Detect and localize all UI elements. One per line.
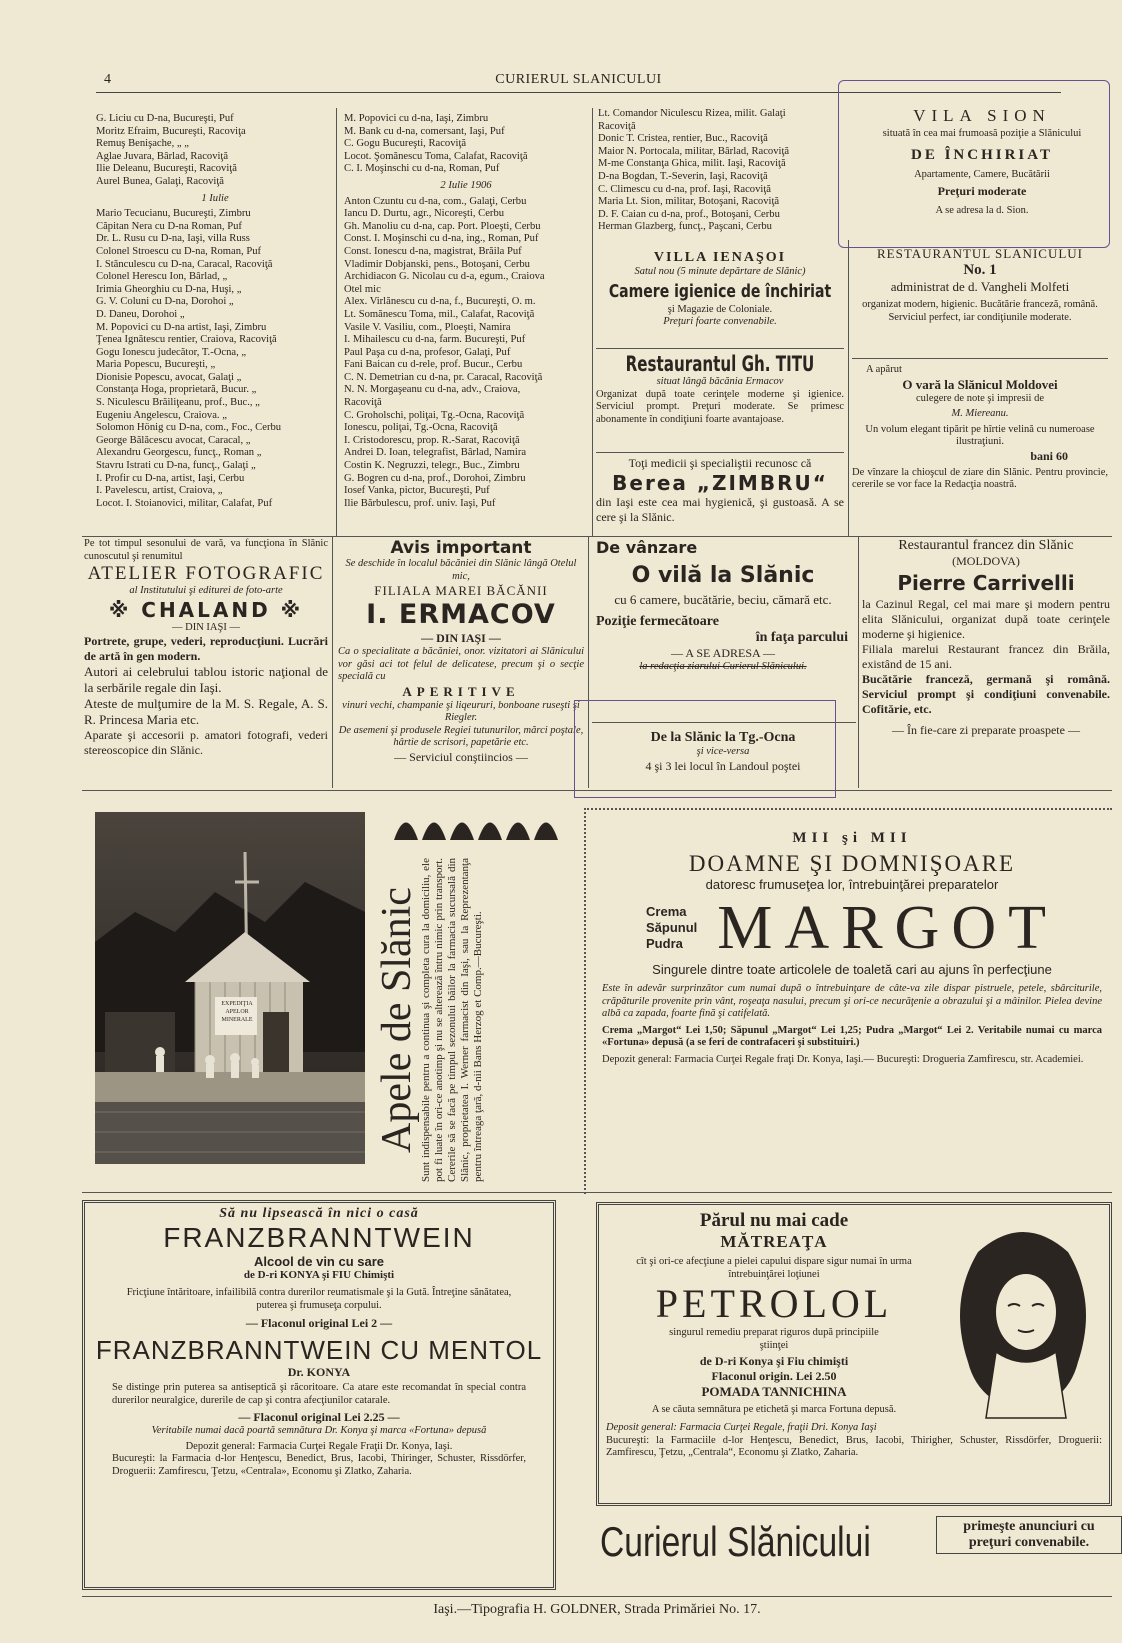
visitor-entry: I. Cristodorescu, prop. R.-Sarat, Racoviţă: [344, 434, 520, 446]
visitor-entry: Colonel Herescu Ion, Bârlad, „: [96, 271, 228, 283]
ad-headline: O vară la Slănicul Moldovei: [902, 376, 1058, 392]
section-divider: [82, 536, 1112, 537]
visitor-entry: Moritz Efraim, Bucureşti, Racoviţa: [96, 125, 246, 137]
ad-text: Ateste de mulţumire de la M. S. Regale, A. S. R. Princesa Maria etc.: [84, 696, 328, 727]
ad-text: Se distinge prin puterea sa antiseptică şi răcoritoare. Ca atare este recomandat în special contra durerilor neuralgice, durerile de cap şi contra afecţiunilor catarale.: [112, 1382, 526, 1406]
ad-text: vinuri vechi, champanie şi liqeururi, bonboane ruseşti şi Riegler.: [342, 699, 580, 723]
visitor-entry: G. Bogren cu d-na, prof., Dorohoi, Zimbru: [344, 472, 526, 484]
visitor-entry: C. Climescu cu d-na, prof. Iaşi, Racoviţă: [598, 183, 771, 195]
visitor-list: [96, 208, 334, 510]
photo-expeditia: [95, 812, 365, 1164]
visitor-entry: Maria Lt. Sion, militar, Botoşani, Racoviţă: [598, 196, 780, 208]
visitor-entry: Lt. Somănescu Toma, mil., Calafat, Racoviţă: [344, 308, 535, 320]
visitor-entry: Otel mic: [344, 283, 381, 295]
ad-restaurant-slanicului: [852, 246, 1108, 356]
visitor-entry: Mario Tecucianu, Bucureşti, Zimbru: [96, 208, 251, 220]
ad-title: Restaurantul francez din Slănic: [898, 538, 1074, 553]
ad-price: bani 60: [1030, 448, 1068, 463]
visitor-entry: Locot. I. Stoianovici, militar, Calafat, Puf: [96, 497, 273, 509]
visitor-entry: Andrei D. Ioan, telegrafist, Bârlad, Namira: [344, 447, 527, 459]
visitor-entry: D. Daneu, Dorohoi „: [96, 308, 185, 320]
visitor-entry: Anton Czuntu cu d-na, com., Galaţi, Cerbu: [344, 195, 527, 207]
ad-text: Ca o specialitate a băcăniei, onor. vizitatori ai Slănicului vor găsi aci tot felul de delicatese, precum şi o secţie specială cu: [338, 646, 584, 682]
ad-text: situată în cea mai frumoasă poziţie a Slănicului: [882, 128, 1082, 139]
visitor-entry: C. Gogu Bucureşti, Racoviţă: [344, 138, 467, 150]
ad-text: De asemeni şi produsele Regiei tutunurilor, mărci poştale, hârtie de scrisori, papetărie etc.: [338, 724, 584, 748]
ad-text: A se căuta semnătura pe etichetă şi marca Fortuna depusă.: [651, 1404, 897, 1415]
ad-price: Flaconul origin. Lei 2.50: [711, 1369, 837, 1383]
ad-text: — DIN IAŞI —: [421, 631, 501, 645]
ad-text: Toţi medicii şi specialiştii recunosc că: [628, 456, 812, 470]
visitor-entry: M. Bank cu d-na, comersant, Iaşi, Puf: [344, 125, 505, 137]
ad-text: FILIALA MAREI BĂCĂNII: [374, 583, 548, 598]
visitor-entry: I. Stănculescu cu D-na, Caracal, Racoviţă: [96, 258, 273, 270]
visitor-entry: D. F. Caian cu d-na, prof., Botoşani, Cerbu: [598, 208, 780, 220]
section-divider: [82, 1192, 1112, 1193]
ad-headline: No. 1: [963, 262, 997, 278]
pencil-mark: [838, 80, 1110, 248]
visitor-entry: Ilie Deleanu, Bucureşti, Racoviţă: [96, 163, 237, 175]
ad-headline: De vânzare: [596, 538, 698, 557]
visitor-entry: D-na Bogdan, T.-Severin, Iaşi, Racoviţă: [598, 170, 768, 182]
ad-text: A se adresa la d. Sion.: [935, 205, 1029, 216]
ad-headline: Avis important: [390, 538, 532, 558]
ad-price: — Flaconul original Lei 2.25 —: [238, 1410, 400, 1424]
ad-name: Curierul Slănicului: [600, 1518, 871, 1565]
ad-text: Să nu lipsească în nici o casă: [219, 1206, 419, 1221]
product-item: Pudra: [646, 936, 683, 951]
visitor-entry: Irimia Gheorghiu cu D-na, Huşi, „: [96, 283, 242, 295]
visitor-entry: Ţenea Ignătescu rentier, Craiova, Racoviţă: [96, 334, 277, 346]
ad-title: RESTAURANTUL SLANICULUI: [877, 246, 1083, 261]
ad-carrivelli: [862, 538, 1110, 788]
ad-text: din Iaşi este cea mai hygienică, şi gustoasă. A se cere şi la Slănic.: [596, 495, 844, 524]
ad-headline: Camere igienice de închiriat: [608, 280, 832, 302]
product-item: Crema: [646, 904, 687, 919]
ad-villa-ienasoi: [596, 250, 844, 348]
ad-margot: [596, 830, 1108, 1130]
ad-text: MII şi MII: [792, 830, 912, 846]
visitor-entry: G. Liciu cu D-na, Bucureşti, Puf: [96, 113, 234, 124]
visitor-entry: C. I. Moşinschi cu d-na, Roman, Puf: [344, 163, 500, 175]
visitor-entry: Colonel Stroescu cu D-na, Roman, Puf: [96, 245, 262, 257]
visitor-entry: Gogu Ionescu judecător, T.-Ocna, „: [96, 346, 247, 358]
ad-headline: Apele de Slănic: [374, 887, 420, 1153]
photo-illustration: [95, 812, 365, 1164]
divider: [596, 452, 844, 453]
ad-text: datoresc frumuseţea lor, întrebuinţărei preparatelor: [705, 877, 999, 892]
column-divider: [336, 108, 337, 536]
visitor-entry: Ilie Bărbulescu, prof. univ. Iaşi, Puf: [344, 497, 496, 509]
visitor-entry: Archidiacon G. Nicolau cu d-a, egum., Craiova: [344, 271, 545, 283]
ad-text: — DIN IAŞI —: [172, 621, 240, 633]
ad-text: M. Miereanu.: [951, 408, 1009, 419]
ad-text: de D-ri Konya şi Fiu chimişti: [699, 1354, 849, 1368]
visitor-entry: Aglae Juvara, Bârlad, Racoviţă: [96, 150, 229, 162]
ad-text: Portrete, grupe, vederi, reproducţiuni. Lucrări de artă în gen modern.: [84, 634, 328, 663]
ad-text: la Cazinul Regal, cel mai mare şi modern pentru elita Slănicului, organizat după toate cerinţele moderne şi higienice.: [862, 597, 1110, 641]
ad-price: — Flaconul original Lei 2 —: [245, 1316, 393, 1330]
ad-text: Organizat după toate cerinţele moderne şi igienice. Serviciul prompt. Preţuri moderate. Se primesc abonamente în condiţiuni foarte avantajoase.: [596, 388, 844, 425]
ad-text: Dr. KONYA: [287, 1365, 351, 1379]
column-divider: [848, 240, 849, 536]
visitor-entry: Căpitan Nera cu D-na Roman, Puf: [96, 220, 242, 232]
ad-text: Pe tot timpul sesonului de vară, va funcţiona în Slănic cunoscutul şi renumitul: [84, 538, 328, 562]
visitor-entry: Dr. L. Rusu cu D-na, Iaşi, villa Russ: [96, 233, 250, 245]
ad-headline: FRANZBRANNTWEIN: [163, 1222, 475, 1253]
visitor-entry: G. V. Coluni cu D-na, Dorohoi „: [96, 296, 234, 308]
ad-headline: FRANZBRANNTWEIN CU MENTOL: [95, 1335, 543, 1365]
ad-headline: ATELIER FOTOGRAFIC: [87, 563, 325, 584]
ad-text: Filiala marelui Restaurant francez din Brăila, existând de 15 ani.: [862, 642, 1110, 671]
ad-text: 4 şi 3 lei locul în Landoul poştei: [645, 758, 801, 773]
ad-name: O vilă la Slănic: [631, 563, 815, 588]
ad-headline: Părul nu mai cade: [699, 1210, 849, 1231]
ad-name: ※ CHALAND ※: [108, 597, 304, 622]
visitor-list-column-1: [96, 113, 334, 533]
ad-text: cît şi ori-ce afecţiune a pielei capului dispare sigur numai în urma întrebuinţărei loţiunei: [636, 1256, 912, 1280]
ad-text: Alcool de vin cu sare: [253, 1254, 385, 1269]
ad-text: Depozit general: Farmacia Curţei Regale fraţi Dr. Konya, Iaşi.— Bucureşti: Drogueria Zamfirescu, str. Academiei.: [602, 1053, 1084, 1065]
margot-brand-row: [596, 896, 1108, 960]
visitor-entry: I. Mihailescu cu d-na, farm. Bucureşti, Puf: [344, 334, 526, 346]
ad-text: Bucureşti: la Farmacia d-lor Henţescu, Benedict, Brus, Iacobi, Thiringer, Schuster, Rissdörfer, Droguerii: Zamfirescu, Ţetzu, «Centrala», Economu şi Zlatko, Zaharia.: [112, 1453, 526, 1477]
ad-restaurant-titu: [596, 352, 844, 452]
ad-headline: DE ÎNCHIRIAT: [911, 146, 1053, 163]
ad-text: singurul remediu preparat riguros după principiile ştiinţei: [669, 1327, 879, 1351]
visitor-entry: Racoviţă: [598, 120, 636, 132]
visitor-entry: Vasile V. Vasiliu, com., Ploeşti, Namira: [344, 321, 511, 333]
ad-text: administrat de d. Vangheli Molfeti: [890, 279, 1070, 294]
ad-text: Sunt indispensabile pentru a continua şi completa cura la domiciliu, ele pot fi luate în ori-ce anotimp şi nu se alterează întru nimic prin transport. Cererile să se facă pe timpul sezonului băilor la farmacia sucursală din Slănic, proprietatea I. Werner farmacist din Iaşi, sau la Reprezentanţa pentru întreaga ţară, d-nii Bans Herzog et Comp.—Bucureşti.: [420, 858, 484, 1182]
ad-text: organizat modern, higienic. Bucătărie franceză, română. Serviciul perfect, iar condiţiunile moderate.: [862, 299, 1098, 323]
ad-text: APERITIVE: [402, 683, 520, 699]
petrolol-depot: [606, 1422, 1102, 1502]
decorative-border: [584, 808, 588, 1194]
visitor-entry: Vladimir Dobjanski, pens., Botoşani, Cerbu: [344, 258, 530, 270]
visitor-entry: Dionisie Popescu, avocat, Galaţi „: [96, 371, 242, 383]
ad-ermacov: [338, 538, 584, 788]
ad-text: cu 6 camere, bucătărie, beciu, cămară etc.: [614, 592, 832, 607]
apele-rotated: [374, 850, 558, 1190]
ad-name: MARGOT: [717, 894, 1058, 962]
ad-text: A apărut: [866, 364, 902, 375]
visitor-entry: Alex. Virlănescu cu d-na, f., Bucureşti, O. m.: [344, 296, 536, 308]
visitor-entry: Stavru Istrati cu D-na, funcţ., Galaţi „: [96, 460, 256, 472]
visitor-entry: Racoviţă: [344, 397, 382, 409]
visitor-entry: Iancu D. Durtu, agr., Nicoreşti, Cerbu: [344, 208, 505, 220]
photo-sign: EXPEDIŢIA APELOR MINERALE: [221, 1001, 253, 1023]
ad-franzbranntwein: [92, 1206, 546, 1586]
visitor-entry: M-me Constanţa Ghica, milit. Iaşi, Racoviţă: [598, 158, 786, 170]
visitor-entry: M. Popovici cu D-na artist, Iaşi, Zimbru: [96, 321, 267, 333]
printer-footer: Iaşi.—Tipografia H. GOLDNER, Strada Primăriei No. 17.: [433, 1602, 761, 1617]
ad-berea-zimbru: [596, 456, 844, 534]
ad-headline: MĂTREAŢA: [720, 1232, 828, 1251]
ad-text: şi Magazie de Coloniale.: [667, 303, 773, 315]
ad-text: al Institutului şi editurei de foto-arte: [129, 585, 283, 596]
ad-apele-slanic: [374, 800, 568, 1182]
ad-text: Aparate şi accesorii p. amatori fotografi, vederi stereoscopice din Slănic.: [84, 728, 328, 757]
visitor-entry: M. Popovici cu d-na, Iaşi, Zimbru: [344, 113, 489, 124]
ad-atelier-chaland: [84, 538, 328, 788]
pencil-mark: [574, 700, 836, 798]
ad-text: Autori ai celebrului tablou istoric naţional de la serbările regale din Iaşi.: [84, 664, 328, 695]
visitor-entry: Herman Glazberg, funcţ., Paşcani, Cerbu: [598, 221, 772, 233]
ad-vara-slanicul: [852, 364, 1108, 536]
ad-text: Se deschide în localul băcăniei din Slănic lângă Otelul mic,: [345, 558, 577, 582]
visitor-entry: Eugeniu Angelescu, Craiova. „: [96, 409, 227, 421]
ad-text: Preţuri moderate: [937, 184, 1027, 198]
visitor-entry: Constanţa Hoga, proprietară, Bucur. „: [96, 384, 257, 396]
ad-text: Singurele dintre toate articolele de toaletă cari au ajuns în perfecţiune: [652, 962, 1052, 977]
visitor-entry: N. N. Morgaşeanu cu d-na, adv., Craiova,: [344, 384, 521, 396]
visitor-entry: Gh. Manoliu cu d-na, cap. Port. Ploeşti, Cerbu: [344, 220, 541, 232]
ad-text: primeşte anunciuri cu preţuri convenabile.: [936, 1516, 1122, 1554]
visitor-entry: Costin K. Negruzzi, telegr., Buc., Zimbru: [344, 460, 520, 472]
visitor-list: [344, 196, 588, 511]
date-heading: 1 Iulie: [201, 192, 229, 204]
visitor-entry: Paul Paşa cu d-na, profesor, Galaţi, Puf: [344, 346, 511, 358]
visitor-entry: Remuş Benişache, „ „: [96, 138, 189, 150]
visitor-entry: Solomon Hönig cu D-na, com., Foc., Cerbu: [96, 422, 282, 434]
column-divider: [858, 536, 859, 788]
page-number: 4: [104, 72, 111, 87]
ad-title: VILA SION: [913, 106, 1051, 125]
ad-text: — În fie-care zi preparate proaspete —: [892, 723, 1080, 737]
column-divider: [592, 108, 593, 536]
visitor-entry: Donic T. Cristea, rentier, Buc., Racoviţă: [598, 133, 768, 145]
ad-text: Poziţie fermecătoare: [596, 614, 719, 629]
product-item: Săpunul: [646, 920, 698, 935]
visitor-entry: Iosef Vanka, pictor, Bucureşti, Puf: [344, 485, 490, 497]
product-list: [646, 904, 697, 952]
ad-text: Depozit general: Farmacia Curţei Regale Fraţii Dr. Konya, Iaşi.: [185, 1440, 453, 1452]
ad-text: la redacţia ziarului Curierul Slănicului.: [639, 661, 807, 672]
ad-text: Apartamente, Camere, Bucătării: [914, 168, 1050, 180]
ad-headline: De la Slănic la Tg.-Ocna: [650, 730, 796, 745]
visitor-entry: Alexandru Georgescu, funcţ., Roman „: [96, 447, 262, 459]
ad-text: De vînzare la chioşcul de ziare din Slănic. Pentru provincie, cererile se vor face la Redacţia noastră.: [852, 466, 1108, 490]
visitor-list: [344, 113, 588, 176]
visitor-entry: Maior N. Portocala, militar, Bârlad, Racoviţă: [598, 145, 790, 157]
ad-name: I. ERMACOV: [366, 599, 556, 630]
ad-text: (MOLDOVA): [952, 554, 1020, 568]
visitor-entry: Fani Baican cu d-rele, prof. Bucur., Cerbu: [344, 359, 523, 371]
ad-text: Bucureşti: la Farmaciile d-lor Henţescu, Benedict, Brus, Iacobi, Thirigher, Schuster, Rissdörfer, Droguerii: Zamfirescu, Ţetzu, „Centrala“, Economu şi Zlatko, Zaharia.: [606, 1434, 1102, 1458]
visitor-entry: S. Niculescu Brăiliţeanu, prof., Buc., „: [96, 397, 260, 409]
ad-text: de D-ri KONYA şi FIU Chimişti: [243, 1269, 395, 1281]
ad-text: şi vice-versa: [696, 746, 750, 757]
ad-text: — A SE ADRESA —: [670, 646, 776, 660]
ad-text: Satul nou (5 minute depărtare de Slănic): [634, 266, 806, 277]
ad-headline: DOAMNE ŞI DOMNIŞOARE: [688, 851, 1016, 876]
ad-text: POMADA TANNICHINA: [701, 1384, 847, 1399]
section-divider: [82, 1596, 1112, 1597]
ad-text: Deposit general: Farmacia Curţei Regale, fraţii Dri. Konya Iaşi: [606, 1422, 877, 1433]
ad-text: situat lângă băcănia Ermacov: [656, 376, 784, 387]
newspaper-title: CURIERUL SLANICULUI: [495, 72, 662, 87]
woman-portrait-icon: [948, 1222, 1098, 1418]
ad-text: Este în adevăr surprinzător cum numai după o întrebuinţare de câte-va zile dispar pistruele, petele, sbârciturile, crăpăturile provenite prin vânt, roşeaţa nasului, precum şi ori-ce necurăţenie a obrazului şi a mâinilor. Pielea devine albă ca zapada, foarte fină şi catifelată.: [602, 983, 1102, 1019]
ad-text: Un volum elegant tipărit pe hîrtie velină cu numeroase ilustraţiuni.: [865, 423, 1095, 447]
woman-portrait: [948, 1222, 1098, 1418]
ad-text: Preţuri foarte convenabile.: [663, 316, 777, 327]
ad-text: culegere de note şi impresii de: [916, 392, 1044, 404]
divider: [596, 348, 844, 349]
visitor-entry: Aurel Bunea, Galaţi, Racoviţă: [96, 175, 224, 187]
visitor-entry: Maria Popescu, Bucureşti, „: [96, 359, 216, 371]
ad-text: în faţa parcului: [755, 630, 848, 645]
ornament-icon: [384, 800, 568, 848]
ad-vila-vanzare: [592, 538, 854, 710]
ad-headline: Restaurantul Gh. TITU: [625, 352, 815, 376]
visitor-entry: Locot. Şomănescu Toma, Calafat, Racoviţă: [344, 150, 528, 162]
ad-text: Veritabile numai dacă poartă semnătura Dr. Konya şi marca «Fortuna» depusă: [151, 1425, 487, 1436]
visitor-entry: Const. I. Moşinschi cu d-na, ing., Roman, Puf: [344, 233, 539, 245]
ad-text: Fricţiune întăritoare, infailibilă contra durerilor reumatismale şi la Gută. Întreţine sănătatea, puterea şi frumuseţa corpului.: [126, 1287, 512, 1311]
visitor-entry: C. Groholschi, poliţai, Tg.-Ocna, Racoviţă: [344, 409, 525, 421]
visitor-list: [96, 113, 334, 189]
visitor-entry: I. Profir cu D-na, artist, Iaşi, Cerbu: [96, 472, 245, 484]
ad-headline: Berea „ZIMBRU“: [612, 471, 828, 495]
ad-text: — Serviciul conştiincios —: [394, 749, 528, 764]
ad-title: VILLA IENAŞOI: [653, 250, 787, 265]
visitor-list-column-2: [344, 113, 588, 533]
visitor-entry: Lt. Comandor Niculescu Rizea, milit. Galaţi: [598, 108, 786, 119]
ad-name: Pierre Carrivelli: [897, 571, 1075, 595]
visitor-list: [598, 108, 844, 234]
ad-text: Bucătărie franceză, germană şi română. Serviciul prompt şi condiţiuni convenabile. Cofitărie, etc.: [862, 672, 1110, 716]
ad-curierul: [596, 1512, 1112, 1584]
divider: [852, 358, 1108, 359]
visitor-entry: I. Pavelescu, artist, Craiova, „: [96, 485, 223, 497]
visitor-entry: C. N. Demetrian cu d-na, pr. Caracal, Racoviţă: [344, 371, 543, 383]
visitor-entry: George Bălăcescu avocat, Caracal, „: [96, 434, 251, 446]
visitor-entry: Ionescu, poliţai, Tg.-Ocna, Racoviţă: [344, 422, 498, 434]
visitor-list-column-3: [598, 108, 844, 244]
date-heading: 2 Iulie 1906: [440, 179, 492, 191]
decorative-border: [584, 808, 1112, 812]
ad-text: Crema „Margot“ Lei 1,50; Săpunul „Margot“ Lei 1,25; Pudra „Margot“ Lei 2. Veritabile numai cu marca «Fortuna» depusă (a se feri de contrafaceri şi substituiri.): [602, 1024, 1102, 1048]
ad-name: PETROLOL: [655, 1281, 893, 1326]
visitor-entry: Const. Ionescu d-na, magistrat, Brăila Puf: [344, 245, 522, 257]
